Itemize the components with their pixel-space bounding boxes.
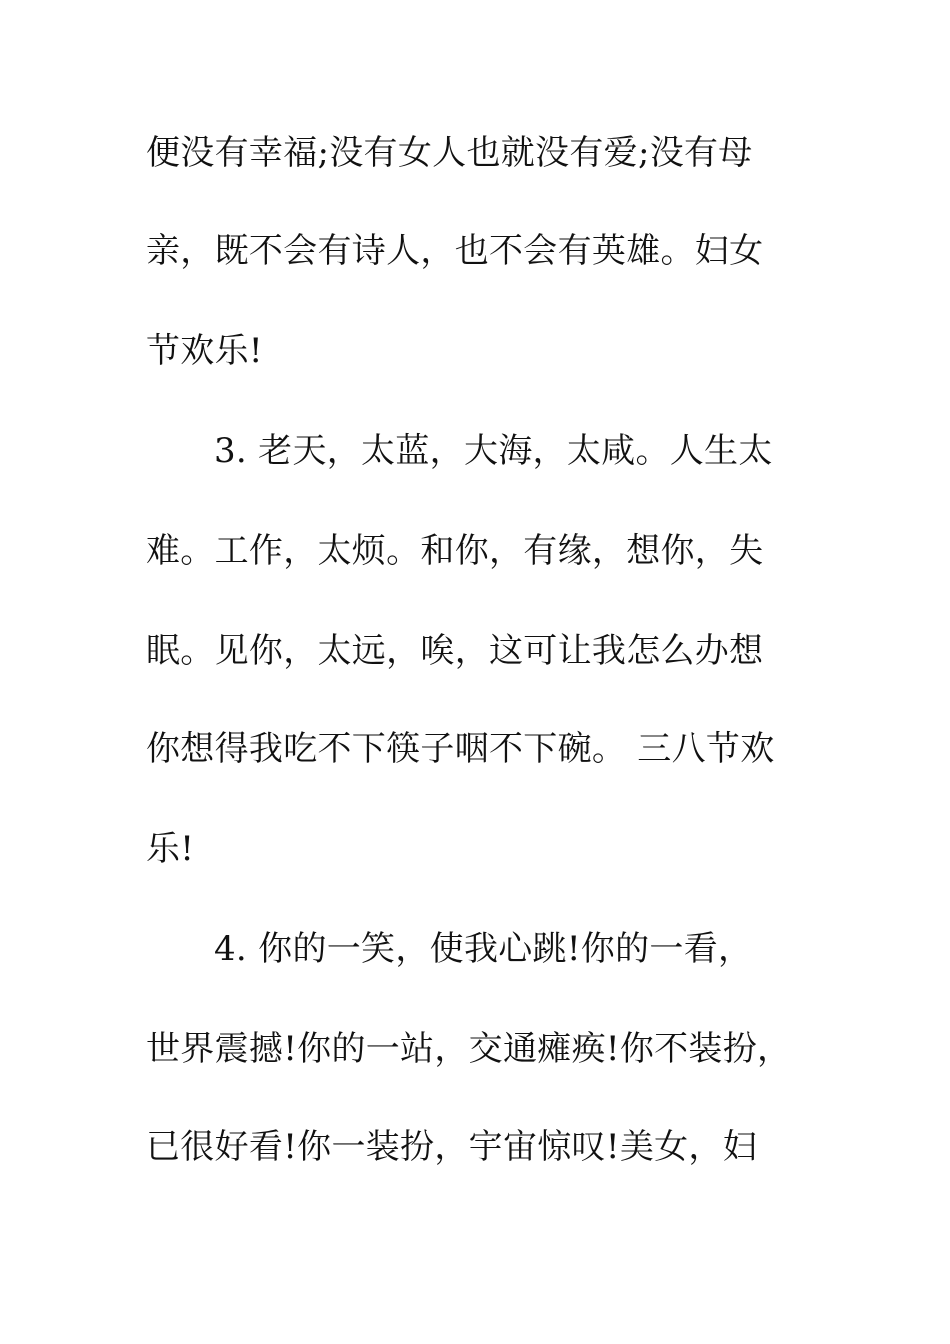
- text-line: 已很好看!你一装扮，宇宙惊叹!美女，妇: [146, 1127, 758, 1167]
- text-line: 节欢乐!: [146, 331, 263, 371]
- text-line: 眠。见你，太远，唉，这可让我怎么办想: [146, 631, 764, 671]
- text-line: 你想得我吃不下筷子咽不下碗。 三八节欢: [146, 729, 775, 769]
- text-line: 难。工作，太烦。和你，有缘，想你，失: [146, 531, 764, 571]
- paragraph-start-line: 3. 老天，太蓝，大海，太咸。人生太: [214, 431, 773, 471]
- paragraph-start-line: 4. 你的一笑，使我心跳!你的一看，: [214, 929, 753, 969]
- text-line: 便没有幸福;没有女人也就没有爱;没有母: [146, 133, 753, 173]
- text-line: 世界震撼!你的一站，交通瘫痪!你不装扮，: [146, 1029, 792, 1069]
- text-line: 亲，既不会有诗人，也不会有英雄。妇女: [146, 231, 764, 271]
- text-line: 乐!: [146, 829, 195, 869]
